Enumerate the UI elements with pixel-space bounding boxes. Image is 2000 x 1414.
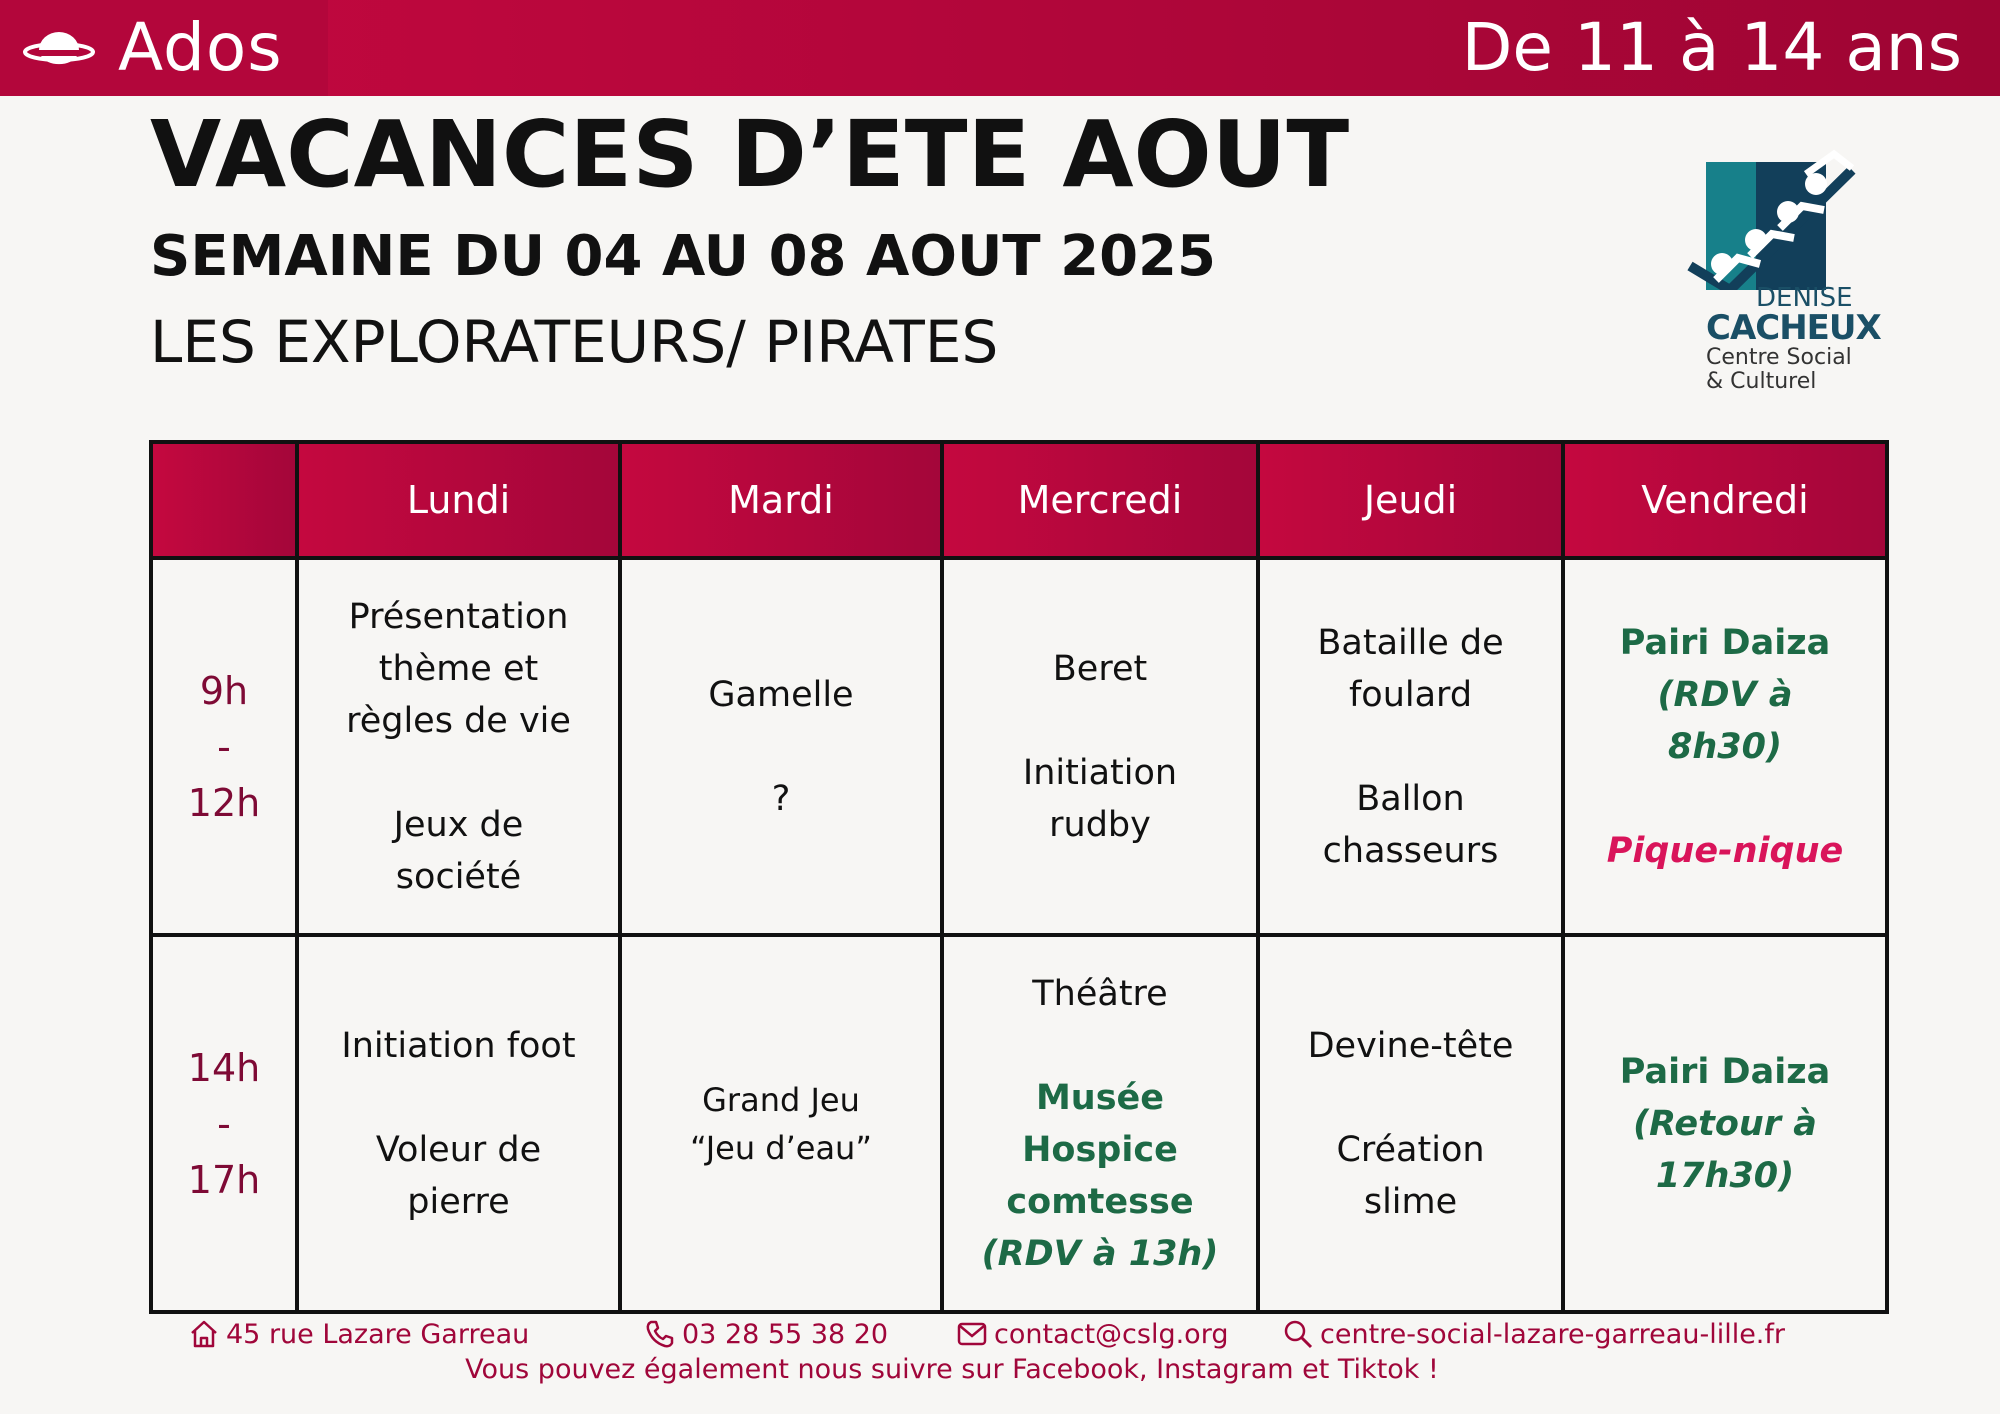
schedule-table (149, 440, 1889, 1314)
time-cell-afternoon (151, 935, 297, 1312)
activity-cell (1563, 558, 1887, 935)
activity-text: “Jeu d’eau” (690, 1128, 872, 1167)
activity-text: Beret (1052, 648, 1148, 689)
logo-mark-icon (1676, 140, 1876, 290)
activity-text: Initiation (1022, 752, 1178, 793)
activity-text: Voleur de (375, 1129, 542, 1170)
activity-text: Devine-tête (1307, 1025, 1514, 1066)
day-header: Mardi (620, 442, 942, 558)
activity-text: Création (1336, 1129, 1485, 1170)
email-link[interactable]: contact@cslg.org (994, 1318, 1229, 1350)
logo-line-4: & Culturel (1706, 369, 1817, 394)
activity-text: slime (1363, 1181, 1458, 1222)
category-tab (0, 0, 328, 96)
time-end: 12h (187, 780, 261, 825)
footer-phone (644, 1318, 888, 1350)
theme-label: LES EXPLORATEURS/ PIRATES (150, 308, 999, 376)
activity-text: chasseurs (1322, 830, 1499, 871)
footer (0, 1316, 2000, 1396)
day-header: Jeudi (1258, 442, 1563, 558)
activity-text: Pairi Daiza (1619, 622, 1831, 663)
activity-cell (1258, 935, 1563, 1312)
activity-text: (RDV à (1657, 674, 1793, 715)
time-cell-morning (151, 558, 297, 935)
day-header: Mercredi (942, 442, 1258, 558)
activity-cell (1563, 935, 1887, 1312)
mail-icon (956, 1318, 988, 1350)
activity-cell (1258, 558, 1563, 935)
activity-text: 17h30) (1655, 1155, 1795, 1196)
phone-icon (644, 1318, 676, 1350)
footer-address (188, 1318, 529, 1350)
afternoon-row (151, 935, 1887, 1312)
activity-text: Ballon (1356, 778, 1465, 819)
footer-email (956, 1318, 1228, 1350)
activity-cell (942, 935, 1258, 1312)
activity-text: Jeux de (393, 804, 524, 845)
day-header: Vendredi (1563, 442, 1887, 558)
morning-row (151, 558, 1887, 935)
activity-text: (RDV à 13h) (981, 1233, 1219, 1274)
logo-line-2: CACHEUX (1706, 308, 1881, 348)
website-link[interactable]: centre-social-lazare-garreau-lille.fr (1320, 1318, 1785, 1350)
activity-cell (620, 935, 942, 1312)
activity-text: Pique-nique (1606, 830, 1844, 871)
home-icon (188, 1318, 220, 1350)
top-banner (0, 0, 2000, 96)
activity-cell (297, 935, 620, 1312)
activity-text: 8h30) (1668, 726, 1782, 767)
activity-text: pierre (407, 1181, 510, 1222)
phone-link[interactable]: 03 28 55 38 20 (682, 1318, 889, 1350)
day-header: Lundi (297, 442, 620, 558)
activity-text: Grand Jeu (702, 1080, 860, 1119)
address-text: 45 rue Lazare Garreau (226, 1318, 530, 1350)
activity-text: Musée (1035, 1077, 1165, 1118)
activity-text: Hospice (1022, 1129, 1178, 1170)
planet-icon (22, 30, 96, 70)
logo-line-3: Centre Social (1706, 345, 1852, 370)
time-start: 9h (199, 668, 249, 713)
activity-text: Bataille de (1317, 622, 1504, 663)
activity-cell (942, 558, 1258, 935)
logo (1676, 140, 1881, 400)
activity-text: Pairi Daiza (1619, 1051, 1831, 1092)
activity-text: (Retour à (1633, 1103, 1817, 1144)
time-start: 14h (187, 1045, 261, 1090)
activity-text: Gamelle (708, 674, 854, 715)
audience-label: Ados (118, 9, 283, 86)
activity-cell (297, 558, 620, 935)
activity-text: Présentation (348, 596, 569, 637)
activity-text: Théâtre (1032, 973, 1168, 1014)
activity-text: thème et (378, 648, 539, 689)
activity-cell (620, 558, 942, 935)
header-row (151, 442, 1887, 558)
search-icon (1282, 1318, 1314, 1350)
activity-text: règles de vie (346, 700, 571, 741)
age-range: De 11 à 14 ans (1461, 9, 1962, 86)
activity-text: Initiation foot (341, 1025, 576, 1066)
activity-text: rudby (1049, 804, 1151, 845)
activity-text: comtesse (1006, 1181, 1194, 1222)
footer-website (1282, 1318, 1785, 1350)
time-separator: - (217, 1101, 231, 1146)
time-end: 17h (187, 1157, 261, 1202)
corner-cell (151, 442, 297, 558)
week-subtitle: SEMAINE DU 04 AU 08 AOUT 2025 (150, 224, 1216, 289)
activity-text: ? (771, 778, 791, 819)
social-note: Vous pouvez également nous suivre sur Facebook, Instagram et Tiktok ! (465, 1354, 1439, 1385)
logo-line-1: DENISE (1756, 283, 1853, 313)
page-title: VACANCES D’ETE AOUT (150, 101, 1350, 208)
activity-text: foulard (1348, 674, 1473, 715)
activity-text: société (395, 856, 522, 897)
time-separator: - (217, 724, 231, 769)
